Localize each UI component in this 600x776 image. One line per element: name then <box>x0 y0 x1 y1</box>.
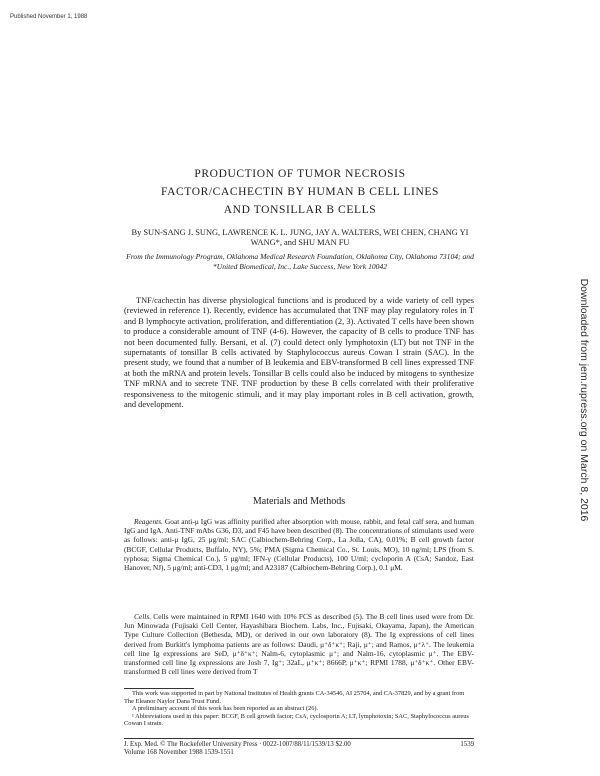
cells-paragraph <box>124 612 474 676</box>
reagents-paragraph <box>124 517 474 572</box>
footnote-abbreviations: ¹ Abbreviations used in this paper: BCGF, B cell growth factor; CsA, cyclosporin A; LT, lymphotoxin; SAC, Staphylococcus aureus Cowan I strain. <box>124 712 469 728</box>
cells-lead: Cells. <box>134 612 152 621</box>
reagents-lead: Reagents. <box>134 517 163 526</box>
journal-divider <box>124 738 474 739</box>
footnote-abstract: A preliminary account of this work has been reported as an abstract (26). <box>132 705 319 713</box>
intro-paragraph: TNF/cachectin has diverse physiological functions and is produced by a wide variety of cell types (reviewed in reference 1). Recently, evidence has accumulated that TNF may play regulatory roles in T and B lymphocyte activation, proliferation, and differentiation (2, 3). Activated T cells have been shown to produce a considerable amount of TNF (4-6). However, the capacity of B cells to produce TNF has not been documented fully. Bersani, et al. (7) could detect only lymphotoxin (LT) but not TNF in the supernatants of tonsillar B cells activated by Staphylococcus aureus Cowan I strain (SAC). In the present study, we found that a number of B leukemia and EBV-transformed B cell lines expressed TNF at both the mRNA and protein levels. Tonsillar B cells could also be induced by mitogens to synthesize TNF mRNA and to secrete TNF. TNF production by these B cells correlated with their proliferative responsiveness to the mitogenic stimuli, and it may play important roles in B cell activation, growth, and development. <box>124 296 474 410</box>
title-line-2: FACTOR/CACHECTIN BY HUMAN B CELL LINES <box>160 186 440 198</box>
journal-footer <box>124 741 474 758</box>
title-line-1: PRODUCTION OF TUMOR NECROSIS <box>194 168 406 180</box>
footnote-divider <box>124 688 194 689</box>
cells-text: Cells were maintained in RPMI 1640 with 10% FCS as described (5). The B cell lines used were from Dr. Jun Minowada (Fujisaki Cell Center, Hayashibara Biochem. Labs, Inc., Fujisaki, Okayama, Japan), the American Type Culture Collection (Bethesda, MD), or derived in our own laboratory (8). The Ig expressions of cell lines derived from Burkitt's lymphoma patients are as follows: Daudi, μ⁺δ⁺κ⁺; Raji, μ⁺; and Ramos, μ⁺λ⁺. The leukemia cell line Ig expressions are SeD, μ⁺δ⁺κ⁺; Nalm-6, cytoplasmic μ⁺; and Nalm-16, cytoplasmic μ⁺. The EBV-transformed cell line Ig expressions are Josh 7, Ig⁺; 32aL, μ⁺κ⁺; 8666P, μ⁺κ⁺; RPMI 1788, μ⁺δ⁺κ⁺. Other EBV-transformed B cell lines were derived from T <box>124 612 474 677</box>
journal-citation: J. Exp. Med. © The Rockefeller University Press · 0022-1007/88/11/1539/13 $2.00 <box>124 741 351 748</box>
section-heading-methods: Materials and Methods <box>252 496 346 507</box>
journal-volume: Volume 168 November 1988 1539-1551 <box>124 749 234 757</box>
author-list: By SUN-SANG J. SUNG, LAWRENCE K. L. JUNG, JAY A. WALTERS, WEI CHEN, CHANG YI WANG*, and SHU MAN FU <box>131 228 469 247</box>
page-number: 1539 <box>460 741 474 748</box>
reagents-text: Goat anti-μ IgG was affinity purified after absorption with mouse, rabbit, and fetal calf sera, and human IgG and IgA. Anti-TNF mAbs G36, D3, and F45 have been described (8). The concentrations of stimulants used were as follows: anti-μ IgG, 25 μg/ml; SAC (Calbiochem-Behring Corp., La Jolla, CA), 0.01%; B cell growth factor (BCGF, Cellular Products, Buffalo, NY), 5%; PMA (Sigma Chemical Co., St. Louis, MO), 10 ng/ml; LPS (from S. typhosa; Sigma Chemical Co.), 5 μg/ml; IFN-γ (Cellular Products), 100 U/ml; cycloporin A (CsA; Sandoz, East Hanover, NJ), 5 μg/ml; anti-CD3, 1 μg/ml; and A23187 (Calbiochem-Behring Corp.), 0.1 μM. <box>124 517 474 573</box>
download-watermark: Downloaded from jem.rupress.org on March 8, 2016 <box>578 278 590 522</box>
title-line-3: AND TONSILLAR B CELLS <box>223 204 377 216</box>
footnotes <box>124 690 474 728</box>
footnote-funding: This work was supported in part by National Institutes of Health grants CA-34546, AI 25704, and CA-37829, and by a grant from The Eleanor Naylor Dana Trust Fund. <box>124 690 465 705</box>
affiliation: From the Immunology Program, Oklahoma Medical Research Foundation, Oklahoma City, Oklahoma 73104; and *United Biomedical, Inc., Lake Success, New York 10042 <box>126 252 474 271</box>
published-notice: Published November 1, 1988 <box>10 14 88 20</box>
